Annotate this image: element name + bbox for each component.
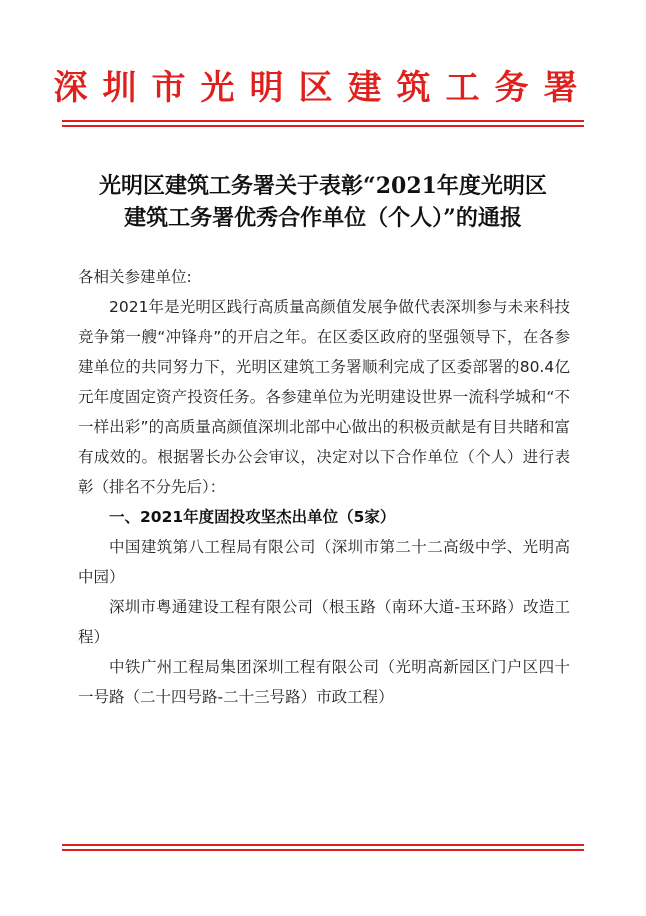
- list-item: 深圳市粤通建设工程有限公司（根玉路（南环大道-玉环路）改造工程）: [78, 598, 570, 646]
- footer-rule-thin: [62, 849, 584, 851]
- section-heading: 一、2021年度固投攻坚杰出单位（5家）: [109, 508, 396, 526]
- header-rule-thin: [62, 120, 584, 122]
- document-title-line-2: 建筑工务署优秀合作单位（个人）”的通报: [124, 205, 522, 231]
- document-title: [40, 170, 606, 234]
- document-body: [78, 262, 570, 712]
- salutation: 各相关参建单位:: [78, 268, 192, 286]
- header-rule-thick: [62, 125, 584, 127]
- paragraph-intro: 2021年是光明区践行高质量高颜值发展争做代表深圳参与未来科技竞争第一艘“冲锋舟”的开启之年。在区委区政府的坚强领导下，在各参建单位的共同努力下，光明区建筑工务署顺利完成了区委部署的80.4亿元年度固定资产投资任务。各参建单位为光明建设世界一流科学城和“不一样出彩”的高质量高颜值深圳北部中心做出的积极贡献是有目共睹和富有成效的。根据署长办公会审议，决定对以下合作单位（个人）进行表彰（排名不分先后）：: [78, 298, 570, 496]
- list-item: 中国建筑第八工程局有限公司（深圳市第二十二高级中学、光明高中园）: [78, 538, 570, 586]
- org-header-title: 深圳市光明区建筑工务署: [53, 68, 593, 108]
- document-title-line-1: 光明区建筑工务署关于表彰“2021年度光明区: [99, 173, 547, 199]
- footer-rule-thick: [62, 844, 584, 846]
- list-item: 中铁广州工程局集团深圳工程有限公司（光明高新园区门户区四十一号路（二十四号路-二十三号路）市政工程）: [78, 658, 570, 706]
